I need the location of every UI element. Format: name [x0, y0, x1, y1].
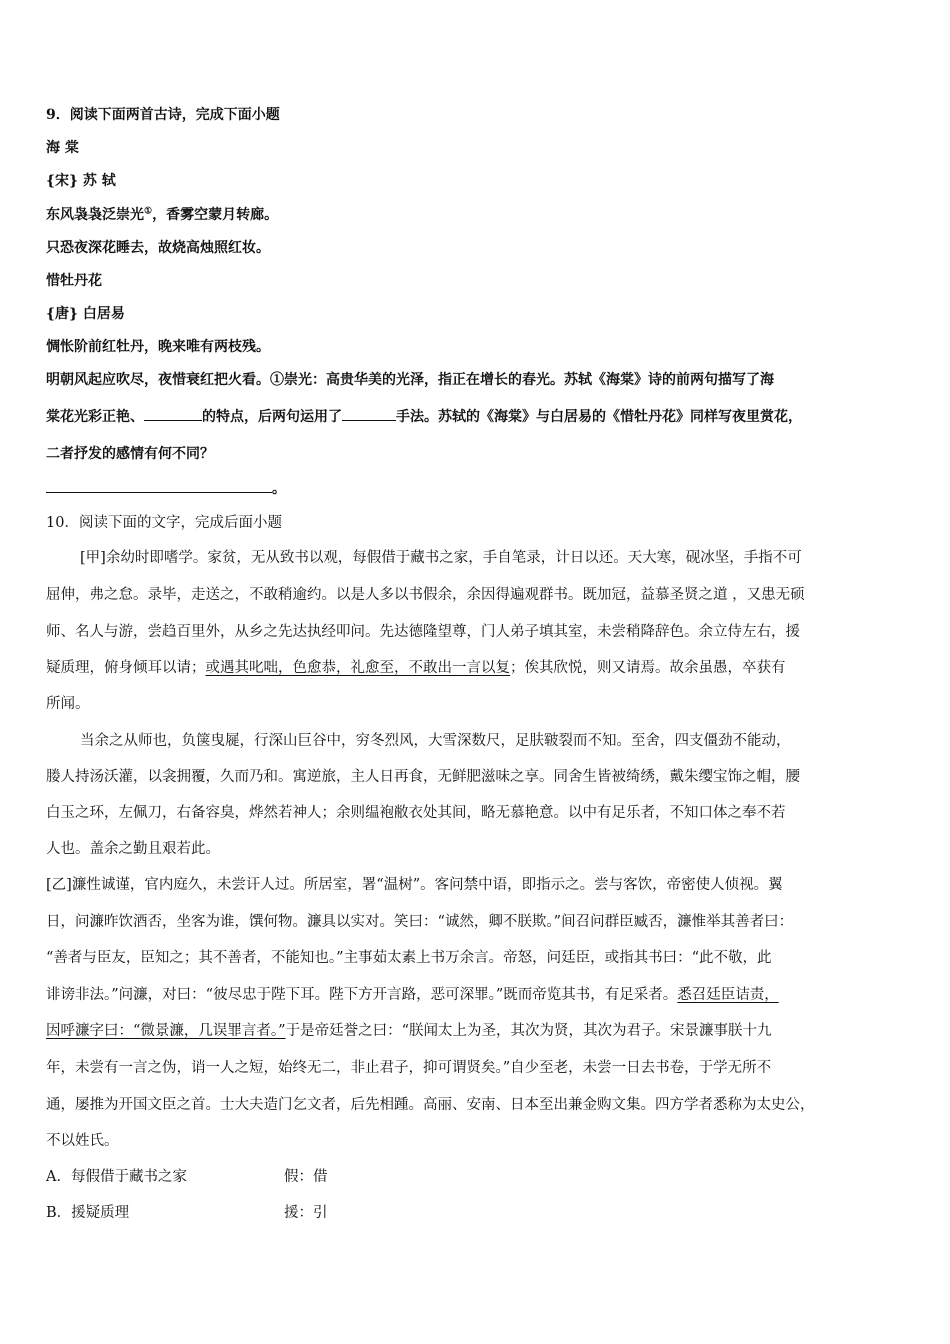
yi-underlined-start: 悉召廷臣诘责， [677, 987, 779, 1003]
q9-text-b1: 棠花光彩正艳、 [46, 409, 144, 425]
yi-line-3: “善者与臣友，臣知之；其不善者，不能知也。”主事茹太素上书万余言。帝怒，问廷臣，或指其书曰：“此不敬，此 [46, 950, 772, 966]
q9-heading: 9．阅读下面两首古诗，完成下面小题 [46, 107, 280, 123]
yi-line-6: 年，未尝有一言之伪，诮一人之短，始终无二，非止君子，抑可谓贤矣。”自少至老，未尝一日去书卷，于学无所不 [46, 1060, 772, 1076]
jia-line-4a: 疑质理，俯身倾耳以请； [46, 660, 206, 676]
poem1-line1 [46, 204, 278, 224]
poem1-line2: 只恐夜深花睡去，故烧高烛照红妆。 [46, 240, 270, 256]
q9-text-b [46, 406, 802, 426]
answer-blank-3[interactable] [46, 478, 272, 493]
yi-underlined-end: 因呼濂字曰：“微景濂，几误罪言者。” [46, 1023, 286, 1039]
option-b-label: B．援疑质理 [46, 1205, 130, 1221]
jia-line-2: 屈伸，弗之怠。录毕，走送之，不敢稍逾约。以是人多以书假余，余因得遍观群书。既加冠，益慕圣贤之道 ，又患无硕 [46, 587, 805, 603]
option-b-gloss: 援：引 [284, 1205, 328, 1221]
poem1-line1-text: 东风袅袅泛崇光 [46, 207, 144, 223]
yi-line-4a: 诽谤非法。”问濂，对曰：“彼尽忠于陛下耳。陛下方开言路，恶可深罪。”既而帝览其书，有足采者。 [46, 987, 678, 1003]
yi-line-7: 通，屡推为开国文臣之首。士大夫造门乞文者，后先相踵。高丽、安南、日本至出兼金购文集。四方学者悉称为太史公， [46, 1097, 815, 1113]
poem2-line1: 惆怅阶前红牡丹，晚来唯有两枝残。 [46, 339, 270, 355]
q9-text-b3: 手法。苏轼的《海棠》与白居易的《惜牡丹花》同样写夜里赏花， [396, 409, 802, 425]
jia-underlined-sentence: 或遇其叱咄，色愈恭，礼愈至，不敢出一言以复 [205, 660, 510, 676]
poem2-title: 惜牡丹花 [46, 273, 102, 289]
q10-heading: 10．阅读下面的文字，完成后面小题 [46, 515, 282, 531]
poem2-author: {唐} 白居易 [46, 306, 125, 322]
jia-line-4b: ；俟其欣悦，则又请焉。故余虽愚，卒获有 [510, 660, 786, 676]
footnote-mark: ① [144, 206, 153, 217]
yi-line-4 [46, 983, 779, 1004]
jia-line-9: 人也。盖余之勤且艰若此。 [46, 841, 220, 857]
yi-line-1: [乙]濂性诚谨，官内庭久，未尝讦人过。所居室，署“温树”。客问禁中语，即指示之。尝与客饮，帝密使人侦视。翼 [46, 877, 783, 893]
poem1-title: 海 棠 [46, 140, 79, 156]
yi-line-8: 不以姓氏。 [46, 1133, 119, 1149]
option-a-label: A．每假借于藏书之家 [46, 1169, 187, 1185]
jia-line-4 [46, 656, 786, 677]
answer-blank-1[interactable] [144, 406, 202, 421]
jia-line-7: 媵人持汤沃灌，以衾拥覆，久而乃和。寓逆旅，主人日再食，无鲜肥滋味之享。同舍生皆被绮绣，戴朱缨宝饰之帽，腰 [46, 769, 800, 785]
poem1-line1-rest: ，香雾空蒙月转廊。 [152, 207, 279, 223]
jia-line-5: 所闻。 [46, 696, 90, 712]
jia-line-6: 当余之从师也，负箧曳屣，行深山巨谷中，穷冬烈风，大雪深数尺，足肤皲裂而不知。至舍，四支僵劲不能动， [80, 733, 791, 749]
jia-line-8: 白玉之环，左佩刀，右备容臭，烨然若神人；余则缊袍敝衣处其间，略无慕艳意。以中有足乐者，不知口体之奉不若 [46, 805, 786, 821]
q9-answer-line [46, 478, 286, 498]
jia-line-1: [甲]余幼时即嗜学。家贫，无从致书以观，每假借于藏书之家，手自笔录，计日以还。天大寒，砚冰坚，手指不可 [80, 550, 802, 566]
q9-text-b2: 的特点，后两句运用了 [202, 409, 342, 425]
yi-line-2: 日，问濂昨饮酒否，坐客为谁，馔何物。濂具以实对。笑曰：“诚然，卿不朕欺。”间召问群臣臧否，濂惟举其善者曰： [46, 914, 794, 930]
q9-text-c: 二者抒发的感情有何不同？ [46, 446, 214, 462]
q9-text-a: 明朝风起应吹尽，夜惜衰红把火看。①崇光：高贵华美的光泽，指正在增长的春光。苏轼《海棠》诗的前两句描写了海 [46, 372, 774, 388]
answer-blank-2[interactable] [342, 406, 396, 421]
jia-line-3: 师、名人与游，尝趋百里外，从乡之先达执经叩问。先达德隆望尊，门人弟子填其室，未尝稍降辞色。余立侍左右，援 [46, 624, 800, 640]
answer-end-mark: 。 [272, 481, 286, 497]
poem1-author: {宋} 苏 轼 [46, 173, 116, 189]
yi-line-5 [46, 1019, 772, 1040]
option-a-gloss: 假：借 [284, 1169, 328, 1185]
yi-line-5b: 于是帝廷誉之曰：“朕闻太上为圣，其次为贤，其次为君子。宋景濂事朕十九 [285, 1023, 772, 1039]
